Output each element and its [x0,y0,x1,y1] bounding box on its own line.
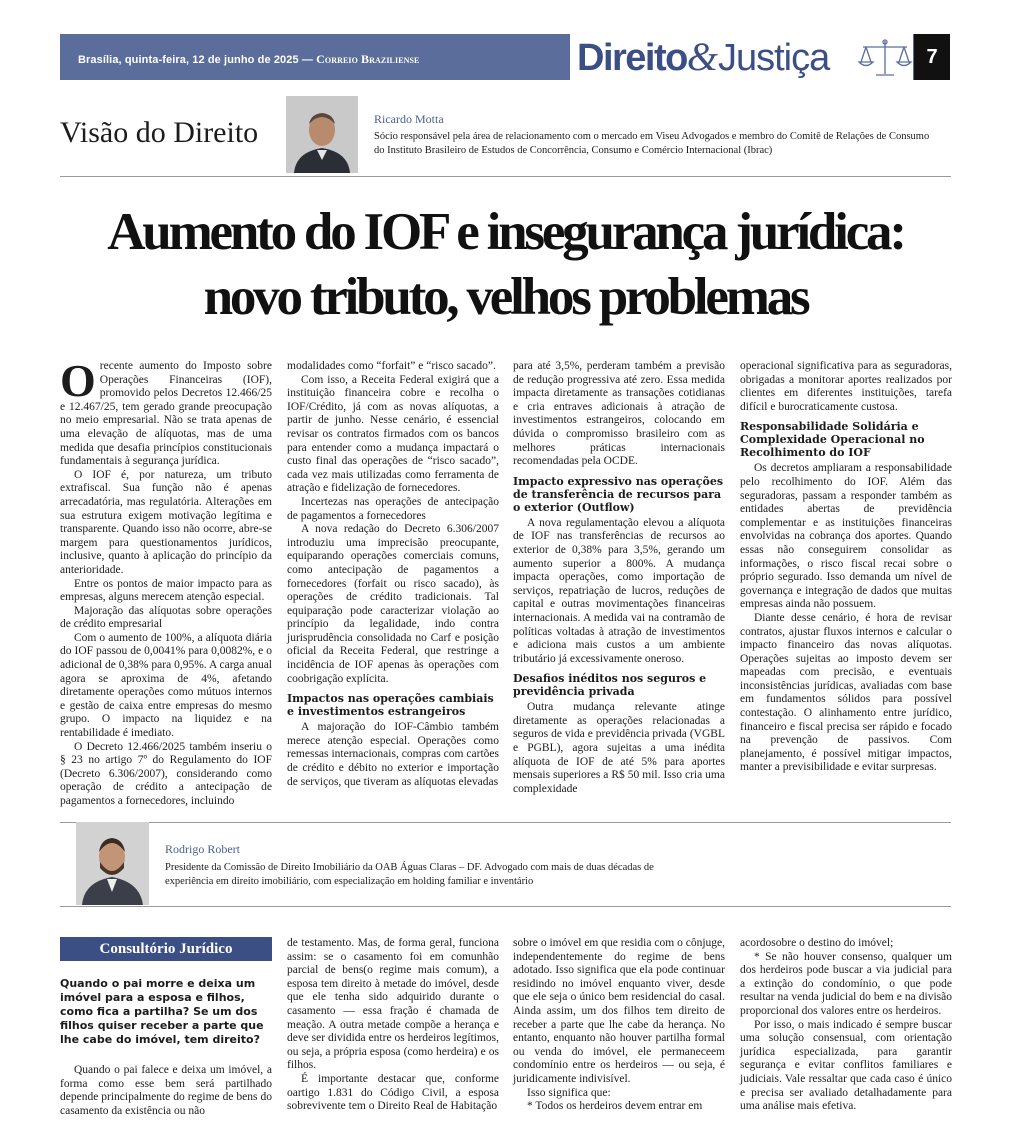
section-title-left: Direito [577,37,687,79]
article-paragraph: A nova regulamentação elevou a alíquota de IOF nas transferências de recursos ao exterior de 0,38% para 3,5%, gerando um aumento superior a 800%. A mudança impacta operações, como importação de serviços, repatriação de lucros, reduções de capital e outras movimentações financeiras internacionais. A medida vai na contramão de políticas voltadas à atração de investimentos e adiciona mais custos a um ambiente tributário já excessivamente oneroso. [513,516,725,665]
consultorio-column-4 [740,937,952,1148]
author-name: Ricardo Motta [374,112,444,126]
answer-paragraph: sobre o imóvel em que residia com o cônjuge, independentemente do regime de bens adotado. Isso significa que ela pode continuar residindo no imóvel enquanto viver, desde que ele seja o único bem residencial do casal. Ainda assim, um dos filhos tem direito de receber a parte que lhe cabe da herança. No entanto, enquanto não houver partilha formal ou venda do imóvel, ele permaneceem condomínio entre os herdeiros — ou seja, é juridicamente indivisível. [513,937,725,1085]
article-subheading: Impactos nas operações cambiais e investimentos estrangeiros [287,692,494,719]
article-paragraph: Diante desse cenário, é hora de revisar contratos, ajustar fluxos internos e calcular o impacto financeiro das novas alíquotas. Operações sujeitas ao imposto devem ser mapeadas com precisão, e eventuais inconsistências jurídicas, avaliadas com base em fundamentos sólidos para possível contestação. O alinhamento entre jurídico, financeiro e fiscal precisa ser rápido e focado na prevenção de passivos. Com planejamento, é possível mitigar impactos, manter a previsibilidade e evitar surpresas. [740,611,952,774]
consultorio-column-1 [60,1064,272,1148]
reader-question: Quando o pai morre e deixa um imóvel para a esposa e filhos, como fica a partilha? Se um dos filhos quiser receber a parte que lhe cabe do imóvel, tem direito? [60,977,264,1046]
divider [60,906,951,907]
column-title: Visão do Direito [60,116,259,149]
article-subheading: Desafios inéditos nos seguros e previdência privada [513,672,707,699]
author-bio: Sócio responsável pela área de relacionamento com o mercado em Viseu Advogados e membro do Comitê de Relações de Consumo do Instituto Brasileiro de Estudos de Concorrência, Consumo e Comércio Internacional (Ibrac) [374,131,930,156]
answer-paragraph: É importante destacar que, conforme oartigo 1.831 do Código Civil, a esposa sobrevivente tem o Direito Real de Habitação [287,1072,499,1113]
article-paragraph: Com o aumento de 100%, a alíquota diária do IOF passou de 0,0041% para 0,0082%, e o adicional de 0,38% para 0,95%. A carga anual agora se aproxima de 4%, afetando diretamente operações como mútuos internos e gestão de caixa entre empresas do mesmo grupo. O impacto na liquidez e na rentabilidade é imediato. [60,631,272,740]
headline-line-2: novo tributo, velhos problemas [203,268,808,326]
article-paragraph: A majoração do IOF-Câmbio também merece atenção especial. Operações como remessas internacionais, compras com cartões de crédito e débito no exterior e importação de serviços, que tiveram as alíquotas elevadas [287,721,499,788]
article-paragraph: Entre os pontos de maior impacto para as empresas, alguns merecem atenção especial. [60,577,272,604]
article-paragraph: Com isso, a Receita Federal exigirá que a instituição financeira cobre e recolha o IOF/Crédito, já com as novas alíquotas, a partir de junho. Nesse cenário, é essencial revisar os contratos firmados com os bancos para entender como a mudança impactará o custo final das operações de “risco sacado”, cada vez mais utilizadas como ferramenta de atração e fidelização de fornecedores. [287,373,499,495]
scales-of-justice-icon [856,38,914,78]
section-title-ampersand: & [686,34,718,79]
page-number: 7 [914,34,950,80]
consultorio-section-title: Consultório Jurídico [60,937,272,961]
article-paragraph: O Decreto 12.466/2025 também inseriu o § 23 no artigo 7º do Regulamento do IOF (Decreto 6.306/2007), considerando como operação de crédito a antecipação de pagamentos a fornecedores, incluindo [60,740,272,807]
article-paragraph: modalidades como “forfait” e “risco sacado”. [287,360,496,372]
article-column-4 [740,360,952,800]
divider [60,176,951,177]
article-paragraph: Majoração das alíquotas sobre operações de crédito empresarial [60,604,272,631]
paragraph-text: recente aumento do Imposto sobre Operações Financeiras (IOF), promovido pelos Decretos 12.466/25 e 12.467/25, tem gerado grande preocupação no meio empresarial. Não se trata apenas de uma elevação de alíquotas, mas de uma medida que desafia princípios constitucionais fundamentais à segurança jurídica. [60,360,272,468]
date-text: Brasília, quinta-feira, 12 de junho de 2025 — [78,54,313,66]
author-name: Rodrigo Robert [165,842,240,856]
article-paragraph: para até 3,5%, perderam também a previsão de redução progressiva até zero. Essa medida impacta diretamente as transações cotidianas e cria entraves adicionais à atração de investimentos estrangeiros, colocando em dúvida o compromisso brasileiro com as melhores práticas internacionais recomendadas pela OCDE. [513,360,725,468]
answer-paragraph: de testamento. Mas, de forma geral, funciona assim: se o casamento foi em comunhão parcial de bens(o regime mais comum), a esposa tem direito à metade do imóvel, desde que ele tenha sido adquirido durante o casamento — essa fração é chamada de meação. A outra metade compõe a herança e deve ser dividida entre os herdeiros legítimos, ou seja, a própria esposa (como herdeira) e os filhos. [287,937,499,1072]
dateline [78,52,420,67]
article-column-1 [60,355,272,807]
section-title-right: Justiça [717,37,830,79]
drop-cap: O [60,355,96,406]
headline-line-1: Aumento do IOF e insegurança jurídica: [107,203,904,261]
article-column-3 [513,360,725,800]
author-photo-rodrigo-robert [76,822,149,905]
consultorio-column-2 [287,937,499,1148]
article-subheading: Impacto expressivo nas operações de transferência de recursos para o exterior (Outflow) [513,474,724,514]
article-paragraph: Outra mudança relevante atinge diretamente as operações relacionadas a seguros de vida e previdência privada (VGBL e PGBL), agora sujeitas a uma inédita alíquota de IOF de até 5% para aportes mensais superiores a R$ 50 mil. Isso cria uma complexidade [513,701,725,795]
author-bio: Presidente da Comissão de Direito Imobiliário da OAB Águas Claras – DF. Advogado com mais de duas décadas de experiência em direito imobiliário, com especialização em holding familiar e inventário [165,862,654,887]
author-photo-ricardo-motta [286,96,358,173]
divider [60,822,951,823]
article-paragraph: operacional significativa para as seguradoras, obrigadas a monitorar aportes realizados por clientes em diferentes instituições, tarefa difícil e burocraticamente custosa. [740,360,952,413]
article-headline [40,200,971,330]
consultorio-column-3 [513,937,725,1148]
article-paragraph [60,355,272,469]
answer-paragraph: Por isso, o mais indicado é sempre buscar uma solução consensual, com orientação jurídica especializada, para garantir segurança e evitar conflitos familiares e judiciais. Vale ressaltar que cada caso é único e precisa ser avaliado detalhadamente para uma análise mais efetiva. [740,1018,952,1113]
answer-paragraph: Isso significa que: [527,1086,611,1099]
newspaper-name: Correio Braziliense [316,52,420,66]
answer-paragraph: acordosobre o destino do imóvel; [740,937,894,949]
answer-paragraph: * Se não houver consenso, qualquer um dos herdeiros pode buscar a via judicial para a extinção do condomínio, o que pode resultar na venda judicial do bem e na divisão proporcional dos valores entre os herdeiros. [740,950,952,1017]
answer-paragraph: * Todos os herdeiros devem entrar em [527,1100,703,1113]
article-column-2 [287,360,499,800]
article-paragraph: A nova redação do Decreto 6.306/2007 introduziu uma imprecisão preocupante, equiparando operações comerciais comuns, como antecipação de pagamentos a fornecedores (forfait ou risco sacado), às operações de crédito tradicionais. Tal equiparação pode caracterizar violação ao princípio da legalidade, indo contra jurisprudência consolidada no Carf e posição oficial da Receita Federal, que restringe a incidência de IOF apenas às operações com coobrigação explícita. [287,523,499,685]
article-paragraph: Os decretos ampliaram a responsabilidade pelo recolhimento do IOF. Além das seguradoras, passam a responder também as entidades abertas de previdência complementar e as instituições financeiras envolvidas na cobrança dos aportes. Quando essas não conseguirem consolidar as informações, o risco fiscal recai sobre o próprio segurado. Isso demanda um nível de governança e integração de dados que muitas empresas ainda não possuem. [740,462,952,611]
article-paragraph: O IOF é, por natureza, um tributo extrafiscal. Sua função não é apenas arrecadatória, mas regulatória. Alterações em sua estrutura exigem motivação legítima e transparente. Quando isso não ocorre, abre-se margem para questionamentos jurídicos, inclusive, quanto à aplicação do princípio da anterioridade. [60,468,272,576]
article-subheading: Responsabilidade Solidária e Complexidade Operacional no Recolhimento do IOF [740,420,925,460]
answer-paragraph: Quando o pai falece e deixa um imóvel, a forma como esse bem será partilhado depende principalmente do regime de bens do casamento da existência ou não [60,1064,272,1117]
article-paragraph: Incertezas nas operações de antecipação de pagamentos a fornecedores [287,495,499,522]
section-title [577,33,829,80]
